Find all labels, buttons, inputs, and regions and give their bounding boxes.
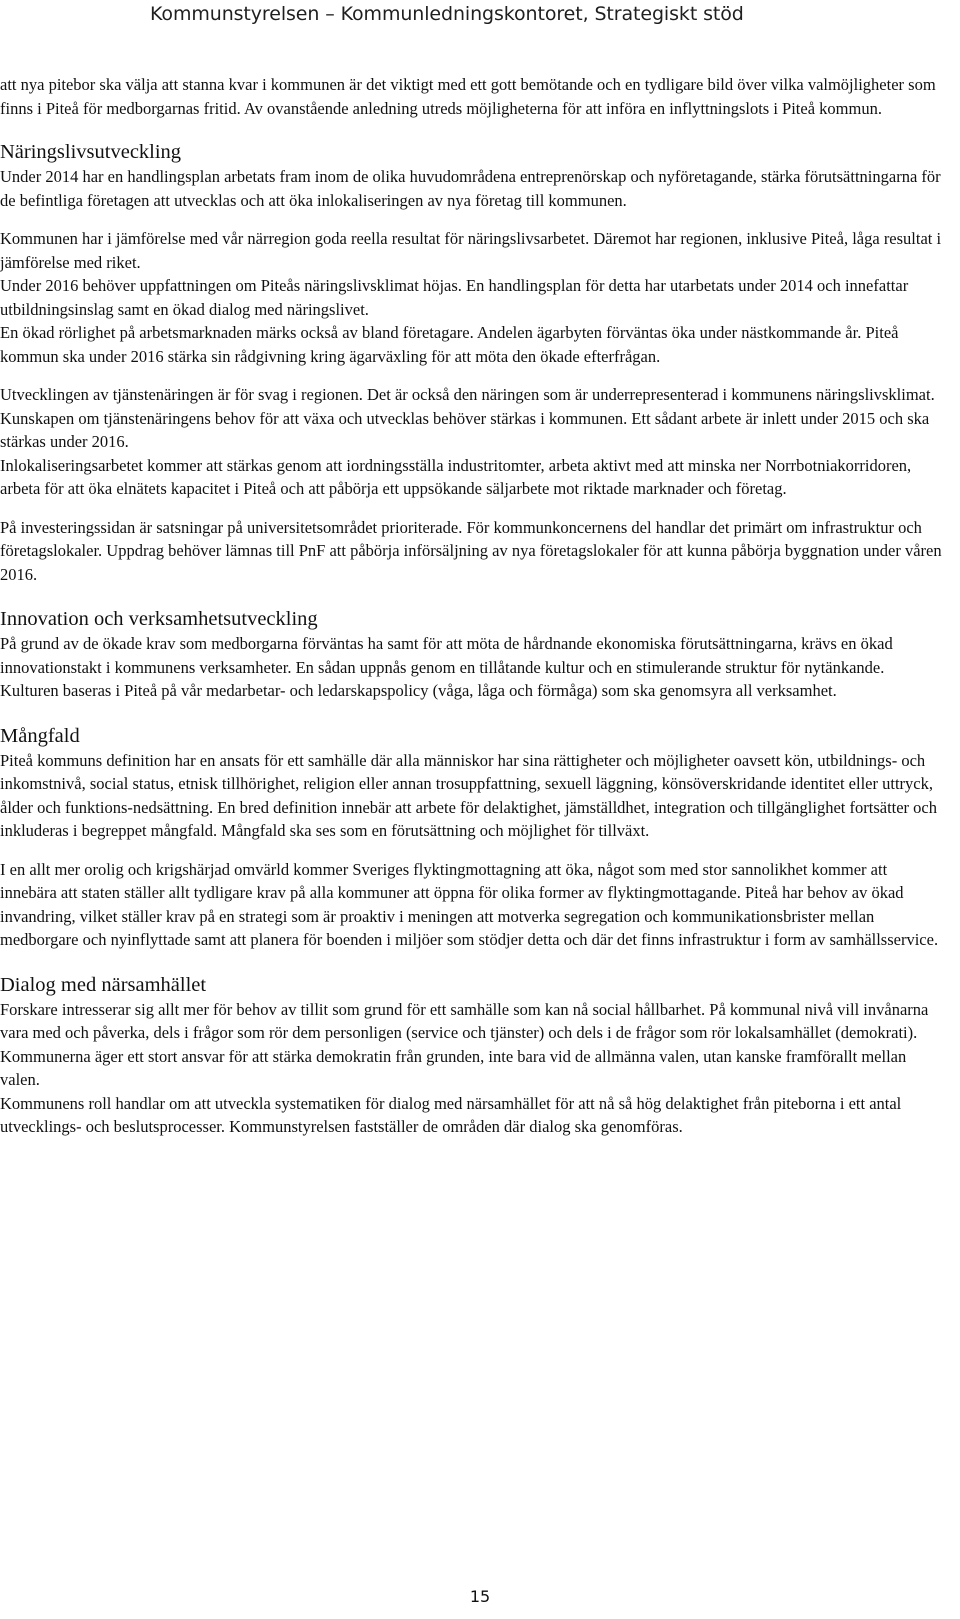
paragraph: Kulturen baseras i Piteå på vår medarbetar- och ledarskapspolicy (våga, låga och förmåga) som ska genomsyra all verksamhet. bbox=[0, 681, 837, 700]
paragraph: En ökad rörlighet på arbetsmarknaden märks också av bland företagare. Andelen ägarbyten förväntas öka under nästkommande år. Piteå kommun ska under 2016 stärka sin rådgivning kring ägarväxling för att möta den ökade efterfrågan. bbox=[0, 323, 899, 366]
heading-mangfald: Mångfald bbox=[0, 724, 80, 747]
heading-naringslivsutveckling: Näringslivsutveckling bbox=[0, 141, 182, 163]
heading-dialog: Dialog med närsamhället bbox=[0, 973, 207, 996]
paragraph: Kommunen har i jämförelse med vår närregion goda reella resultat för näringslivsarbetet. Däremot har regionen, inklusive Piteå, låga resultat i jämförelse med riket. bbox=[0, 229, 942, 272]
paragraph: Inlokaliseringsarbetet kommer att stärkas genom att iordningsställa industritomter, arbeta aktivt med att minska ner Norrbotniakorridoren, arbeta för att öka elnätets kapacitet i Piteå och att påbörja ett uppsökande säljarbete mot riktade marknader och företag. bbox=[0, 455, 912, 498]
paragraph: Under 2016 behöver uppfattningen om Piteås näringslivsklimat höjas. En handlingsplan för detta har utarbetats under 2014 och innefattar utbildningsinslag samt en ökad dialog med näringslivet. bbox=[0, 276, 909, 319]
page-header bbox=[0, 0, 960, 44]
paragraph: Utvecklingen av tjänstenäringen är för svag i regionen. Det är också den näringen som är underrepresenterad i kommunens näringslivsklimat. Kunskapen om tjänstenäringens behov för att växa och utvecklas behöver stärkas i kommunen. Ett sådant arbete är inlett under 2015 och ska stärkas under 2016. bbox=[0, 385, 935, 451]
document-body bbox=[0, 73, 945, 1139]
paragraph: Under 2014 har en handlingsplan arbetats fram inom de olika huvudområdena entreprenörskap och nyföretagande, stärka förutsättningarna för de befintliga företagen att utvecklas och att öka inlokaliseringen av nya företag till kommunen. bbox=[0, 167, 941, 210]
paragraph: I en allt mer orolig och krigshärjad omvärld kommer Sveriges flyktingmottagning att öka, något som med stor sannolikhet kommer att innebära att staten ställer allt tydligare krav på alla kommuner att öppna för olika former av flyktingmottagande. Piteå har behov av ökad invandring, vilket ställer krav på en strategi som är proaktiv i meningen att motverka segregation och kommunikationsbrister mellan medborgare och nyinflyttade samt att planera för boenden i miljöer som stödjer detta och där det finns infrastruktur i form av samhällsservice. bbox=[0, 859, 939, 949]
header-title: Kommunstyrelsen – Kommunledningskontoret, Strategiskt stöd bbox=[150, 3, 744, 25]
page-number: 15 bbox=[469, 1587, 491, 1606]
heading-innovation: Innovation och verksamhetsutveckling bbox=[0, 608, 318, 630]
paragraph: Piteå kommuns definition har en ansats för ett samhälle där alla människor har sina rättigheter och möjligheter oavsett kön, utbildnings- och inkomstnivå, social status, etnisk tillhörighet, religion eller annan trosuppfattning, sexuell läggning, könsöverskridande identitet eller uttryck, ålder och funktions-nedsättning. En bred definition innebär att arbete för delaktighet, jämställdhet, integration och tillgänglighet fortsätter och inkluderas i begreppet mångfald. Mångfald ska ses som en förutsättning och möjlighet för tillväxt. bbox=[0, 750, 938, 840]
paragraph: Kommunens roll handlar om att utveckla systematiken för dialog med närsamhället för att nå så hög delaktighet från piteborna i ett antal utvecklings- och beslutsprocesser. Kommunstyrelsen fastställer de områden där dialog ska genomföras. bbox=[0, 1093, 902, 1136]
paragraph: Forskare intresserar sig allt mer för behov av tillit som grund för ett samhälle som kan nå social hållbarhet. På kommunal nivå vill invånarna vara med och påverka, dels i frågor som rör dem personligen (service och tjänster) och dels i de frågor som rör lokalsamhället (demokrati). Kommunerna äger ett stort ansvar för att stärka demokratin från grunden, inte bara vid de allmänna valen, utan kanske framförallt mellan valen. bbox=[0, 999, 929, 1089]
paragraph: På investeringssidan är satsningar på universitetsområdet prioriterade. För kommunkoncernens del handlar det primärt om infrastruktur och företagslokaler. Uppdrag behöver lämnas till PnF att påbörja införsäljning av nya företagslokaler för att kunna påbörja byggnation under våren 2016. bbox=[0, 517, 942, 584]
intro-paragraph: att nya pitebor ska välja att stanna kvar i kommunen är det viktigt med ett gott bemötande och en tydligare bild över vilka valmöjligheter som finns i Piteå för medborgarnas fritid. Av ovanstående anledning utreds möjligheterna för att införa en inflyttningslots i Piteå kommun. bbox=[0, 75, 936, 118]
paragraph: På grund av de ökade krav som medborgarna förväntas ha samt för att möta de hårdnande ekonomiska förutsättningarna, krävs en ökad innovationstakt i kommunens verksamheter. En sådan uppnås genom en tillåtande kultur och en stimulerande struktur för nytänkande. bbox=[0, 634, 893, 677]
